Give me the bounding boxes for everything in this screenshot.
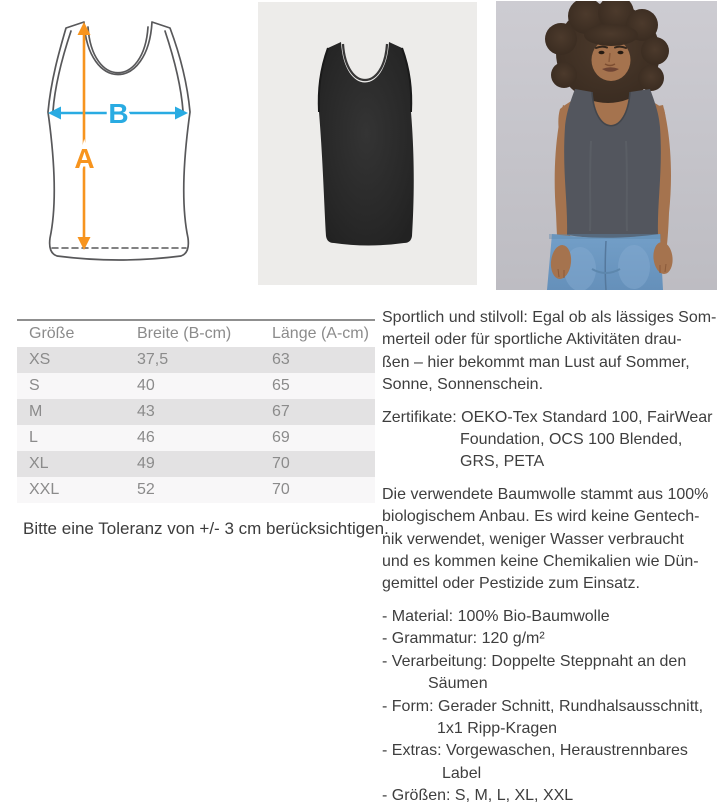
table-cell-breite: 49	[137, 455, 155, 472]
table-header-row	[17, 320, 375, 347]
table-cell-breite: 46	[137, 429, 155, 446]
product-photo[interactable]	[258, 2, 477, 285]
description-line: Sonne, Sonnenschein.	[382, 376, 544, 394]
table-cell-breite: 43	[137, 403, 155, 420]
description-line: nik verwendet, weniger Wasser verbraucht	[382, 530, 684, 548]
description-line: gemittel oder Pestizide zum Einsatz.	[382, 575, 640, 593]
table-row	[17, 347, 375, 373]
description-line: - Grammatur: 120 g/m²	[382, 630, 545, 648]
description-line: - Form: Gerader Schnitt, Rundhalsausschnitt,	[382, 697, 704, 715]
description-paragraph	[382, 484, 718, 596]
size-diagram-svg	[0, 0, 240, 300]
table-cell-size: XS	[29, 351, 51, 368]
description-line: Die verwendete Baumwolle stammt aus 100%	[382, 485, 709, 503]
column-header-size: Größe	[29, 325, 75, 342]
description-line: - Größen: S, M, L, XL, XXL	[382, 787, 574, 805]
table-cell-size: M	[29, 403, 43, 420]
hair-fringe	[584, 24, 638, 46]
description-line: biologischem Anbau. Es wird keine Gentech-	[382, 508, 700, 526]
table-cell-laenge: 65	[272, 377, 290, 394]
tolerance-note: Bitte eine Toleranz von +/- 3 cm berücksichtigen.	[23, 519, 389, 538]
description-line: Label	[442, 764, 482, 782]
description-line: - Material: 100% Bio-Baumwolle	[382, 607, 610, 625]
table-row	[17, 477, 375, 503]
table-cell-breite: 52	[137, 481, 155, 498]
table-row	[17, 373, 375, 399]
black-tank-top	[319, 42, 414, 246]
table-row	[17, 399, 375, 425]
table-row	[17, 425, 375, 451]
length-label: A	[74, 143, 95, 174]
table-row	[17, 451, 375, 477]
table-cell-breite: 37,5	[137, 351, 169, 368]
description-line: Zertifikate: OEKO-Tex Standard 100, FairWear	[382, 408, 713, 426]
model-figure	[545, 1, 674, 290]
width-label: B	[108, 98, 129, 129]
table-cell-breite: 40	[137, 377, 155, 394]
description-line: - Extras: Vorgewaschen, Heraustrennbares	[382, 742, 688, 760]
table-cell-laenge: 63	[272, 351, 290, 368]
table-cell-size: XL	[29, 455, 49, 472]
table-cell-size: XXL	[29, 481, 60, 498]
table-cell-laenge: 70	[272, 455, 290, 472]
description-line: Sportlich und stilvoll: Egal ob als lässiges Som-	[382, 309, 717, 326]
model-photo[interactable]	[496, 1, 717, 290]
description-line: merteil oder für sportliche Aktivitäten drau-	[382, 331, 682, 349]
column-header-width: Breite (B-cm)	[137, 325, 232, 342]
table-cell-laenge: 67	[272, 403, 290, 420]
description-line: ßen – hier bekommt man Lust auf Sommer,	[382, 353, 690, 371]
product-description	[382, 307, 718, 808]
table-cell-laenge: 69	[272, 429, 290, 446]
product-photo-svg	[258, 2, 477, 285]
table-cell-laenge: 70	[272, 481, 290, 498]
description-line: Foundation, OCS 100 Blended,	[460, 431, 683, 449]
size-table-body	[17, 347, 375, 503]
description-line: Säumen	[428, 675, 488, 693]
model-photo-svg	[496, 1, 717, 290]
size-chart-table	[17, 319, 375, 503]
description-paragraph	[382, 407, 718, 474]
tank-outline	[48, 22, 190, 260]
description-line: 1x1 Ripp-Kragen	[437, 719, 558, 737]
description-paragraph	[382, 307, 718, 397]
column-header-length: Länge (A-cm)	[272, 325, 369, 342]
description-paragraph	[382, 606, 718, 808]
size-diagram-image[interactable]	[0, 0, 240, 300]
description-line: - Verarbeitung: Doppelte Steppnaht an den	[382, 652, 687, 670]
description-line: und es kommen keine Chemikalien wie Dün-	[382, 553, 699, 571]
table-cell-size: S	[29, 377, 40, 394]
table-cell-size: L	[29, 429, 38, 446]
description-line: GRS, PETA	[460, 453, 545, 471]
